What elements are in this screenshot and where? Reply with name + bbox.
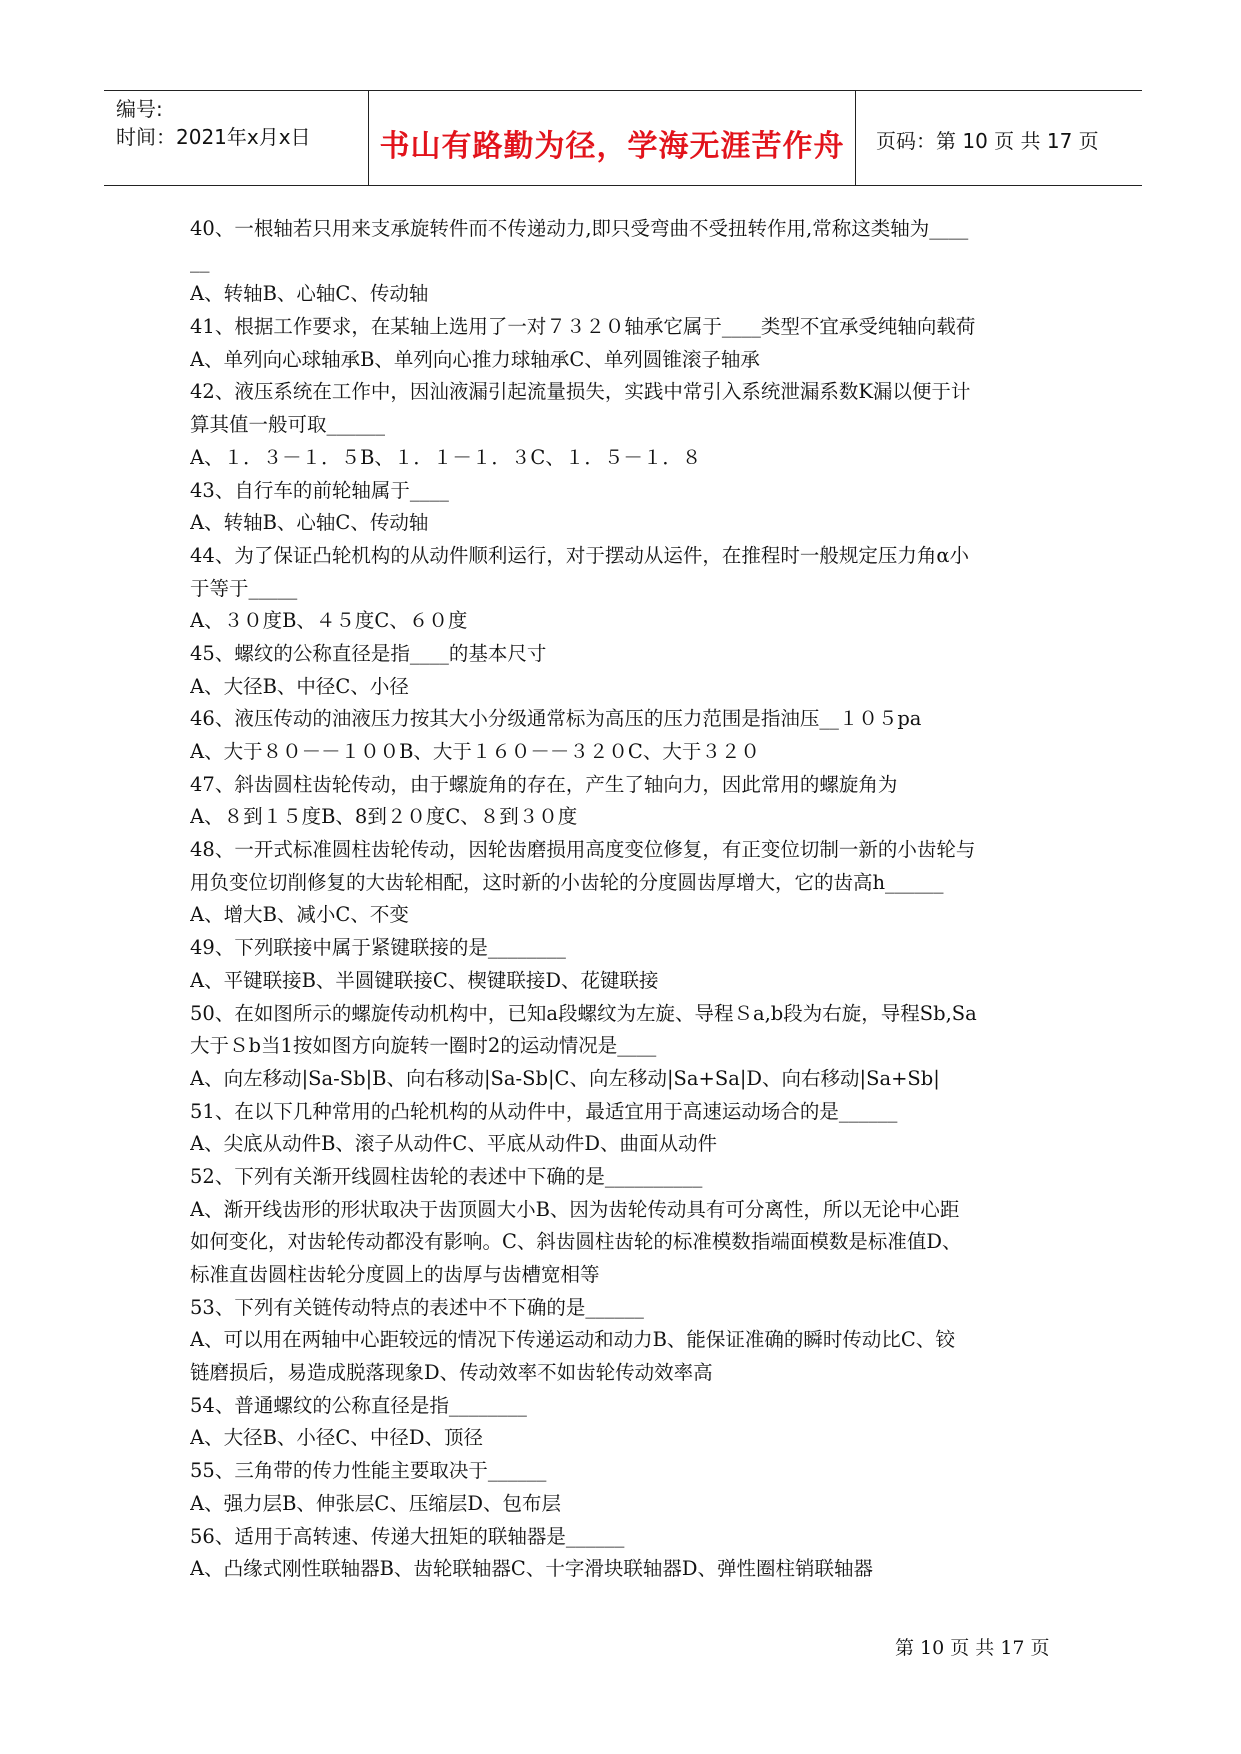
text-line: 45、螺纹的公称直径是指____的基本尺寸 bbox=[190, 641, 547, 665]
text-line: A、强力层B、伸张层C、压缩层D、包布层 bbox=[190, 1491, 561, 1515]
text-line: A、８到１５度B、8到２０度C、８到３０度 bbox=[190, 805, 578, 829]
text-line: 50、在如图所示的螺旋传动机构中，已知a段螺纹为左旋、导程Ｓa,b段为右旋，导程Sb,Sa bbox=[190, 1001, 977, 1025]
text-line: A、１．３－１．５B、１．１－１．３C、１．５－１．８ bbox=[190, 445, 702, 469]
header-motto: 书山有路勤为径，学海无涯苦作舟 bbox=[379, 129, 845, 164]
text-line: 55、三角带的传力性能主要取决于______ bbox=[190, 1459, 547, 1483]
text-line: A、３０度B、４５度C、６０度 bbox=[190, 609, 468, 633]
text-line: A、大径B、小径C、中径D、顶径 bbox=[190, 1426, 483, 1450]
text-line: A、渐开线齿形的形状取决于齿顶圆大小B、因为齿轮传动具有可分离性，所以无论中心距 bbox=[190, 1197, 960, 1221]
text-line: 52、下列有关渐开线圆柱齿轮的表述中下确的是__________ bbox=[190, 1164, 703, 1188]
text-line: A、转轴B、心轴C、传动轴 bbox=[190, 511, 429, 535]
text-line: 49、下列联接中属于紧键联接的是________ bbox=[190, 936, 566, 960]
text-line: A、大径B、中径C、小径 bbox=[190, 674, 409, 698]
text-line: A、平键联接B、半圆键联接C、楔键联接D、花键联接 bbox=[190, 968, 659, 992]
text-line: 53、下列有关链传动特点的表述中不下确的是______ bbox=[190, 1295, 644, 1319]
header-info-cell bbox=[104, 91, 369, 185]
text-line: A、转轴B、心轴C、传动轴 bbox=[190, 282, 429, 306]
text-line: 42、液压系统在工作中，因汕液漏引起流量损失，实践中常引入系统泄漏系数K漏以便于计 bbox=[190, 380, 971, 404]
text-line: 47、斜齿圆柱齿轮传动，由于螺旋角的存在，产生了轴向力，因此常用的螺旋角为 bbox=[190, 772, 898, 796]
text-line: 43、自行车的前轮轴属于____ bbox=[190, 478, 449, 502]
text-line: 56、适用于高转速、传递大扭矩的联轴器是______ bbox=[190, 1524, 625, 1548]
header-page-code: 页码：第 10 页 共 17 页 bbox=[876, 129, 1099, 153]
text-line: 标准直齿圆柱齿轮分度圆上的齿厚与齿槽宽相等 bbox=[190, 1263, 600, 1286]
text-line: A、凸缘式刚性联轴器B、齿轮联轴器C、十字滑块联轴器D、弹性圈柱销联轴器 bbox=[190, 1557, 873, 1581]
text-line: 大于Ｓb当1按如图方向旋转一圈时2的运动情况是____ bbox=[190, 1034, 657, 1058]
text-line: 48、一开式标准圆柱齿轮传动，因轮齿磨损用高度变位修复，有正变位切制一新的小齿轮与 bbox=[190, 838, 976, 862]
text-line: A、增大B、减小C、不变 bbox=[190, 903, 409, 927]
document-time-label: 时间：2021年x月x日 bbox=[116, 125, 311, 149]
document-number-label: 编号: bbox=[116, 97, 163, 121]
text-line: A、单列向心球轴承B、单列向心推力球轴承C、单列圆锥滚子轴承 bbox=[190, 347, 760, 371]
page-footer: 第 10 页 共 17 页 bbox=[895, 1637, 1050, 1659]
text-line: 44、为了保证凸轮机构的从动件顺利运行，对于摆动从运件，在推程时一般规定压力角α小 bbox=[190, 543, 969, 567]
text-line: A、可以用在两轴中心距较远的情况下传递运动和动力B、能保证准确的瞬时传动比C、铰 bbox=[190, 1328, 955, 1352]
text-line: 41、根据工作要求，在某轴上选用了一对７３２０轴承它属于____类型不宜承受纯轴向载荷 bbox=[190, 315, 976, 339]
page-header bbox=[104, 90, 1142, 186]
text-line: 40、一根轴若只用来支承旋转件而不传递动力,即只受弯曲不受扭转作用,常称这类轴为____ bbox=[190, 217, 969, 240]
question-body bbox=[190, 213, 1060, 1586]
text-line: 54、普通螺纹的公称直径是指________ bbox=[190, 1393, 527, 1417]
header-page-cell bbox=[856, 91, 1142, 185]
text-line: __ bbox=[190, 249, 210, 273]
text-line: 算其值一般可取______ bbox=[190, 413, 386, 437]
text-line: A、尖底从动件B、滚子从动件C、平底从动件D、曲面从动件 bbox=[190, 1132, 717, 1156]
header-motto-cell bbox=[369, 91, 856, 185]
text-line: A、大于８０－－１００B、大于１６０－－３２０C、大于３２０ bbox=[190, 740, 760, 763]
text-line: 于等于_____ bbox=[190, 576, 298, 600]
text-line: 51、在以下几种常用的凸轮机构的从动件中，最适宜用于高速运动场合的是______ bbox=[190, 1099, 898, 1123]
text-line: 46、液压传动的油液压力按其大小分级通常标为高压的压力范围是指油压__１０５pa bbox=[190, 707, 922, 731]
text-line: 链磨损后，易造成脱落现象D、传动效率不如齿轮传动效率高 bbox=[190, 1361, 713, 1385]
text-line: 用负变位切削修复的大齿轮相配，这时新的小齿轮的分度圆齿厚增大，它的齿高h______ bbox=[190, 870, 944, 894]
text-line: A、向左移动|Sa-Sb|B、向右移动|Sa-Sb|C、向左移动|Sa+Sa|D、向右移动|Sa+Sb| bbox=[190, 1066, 940, 1090]
text-line: 如何变化，对齿轮传动都没有影响。C、斜齿圆柱齿轮的标准模数指端面模数是标准值D、 bbox=[190, 1230, 962, 1254]
